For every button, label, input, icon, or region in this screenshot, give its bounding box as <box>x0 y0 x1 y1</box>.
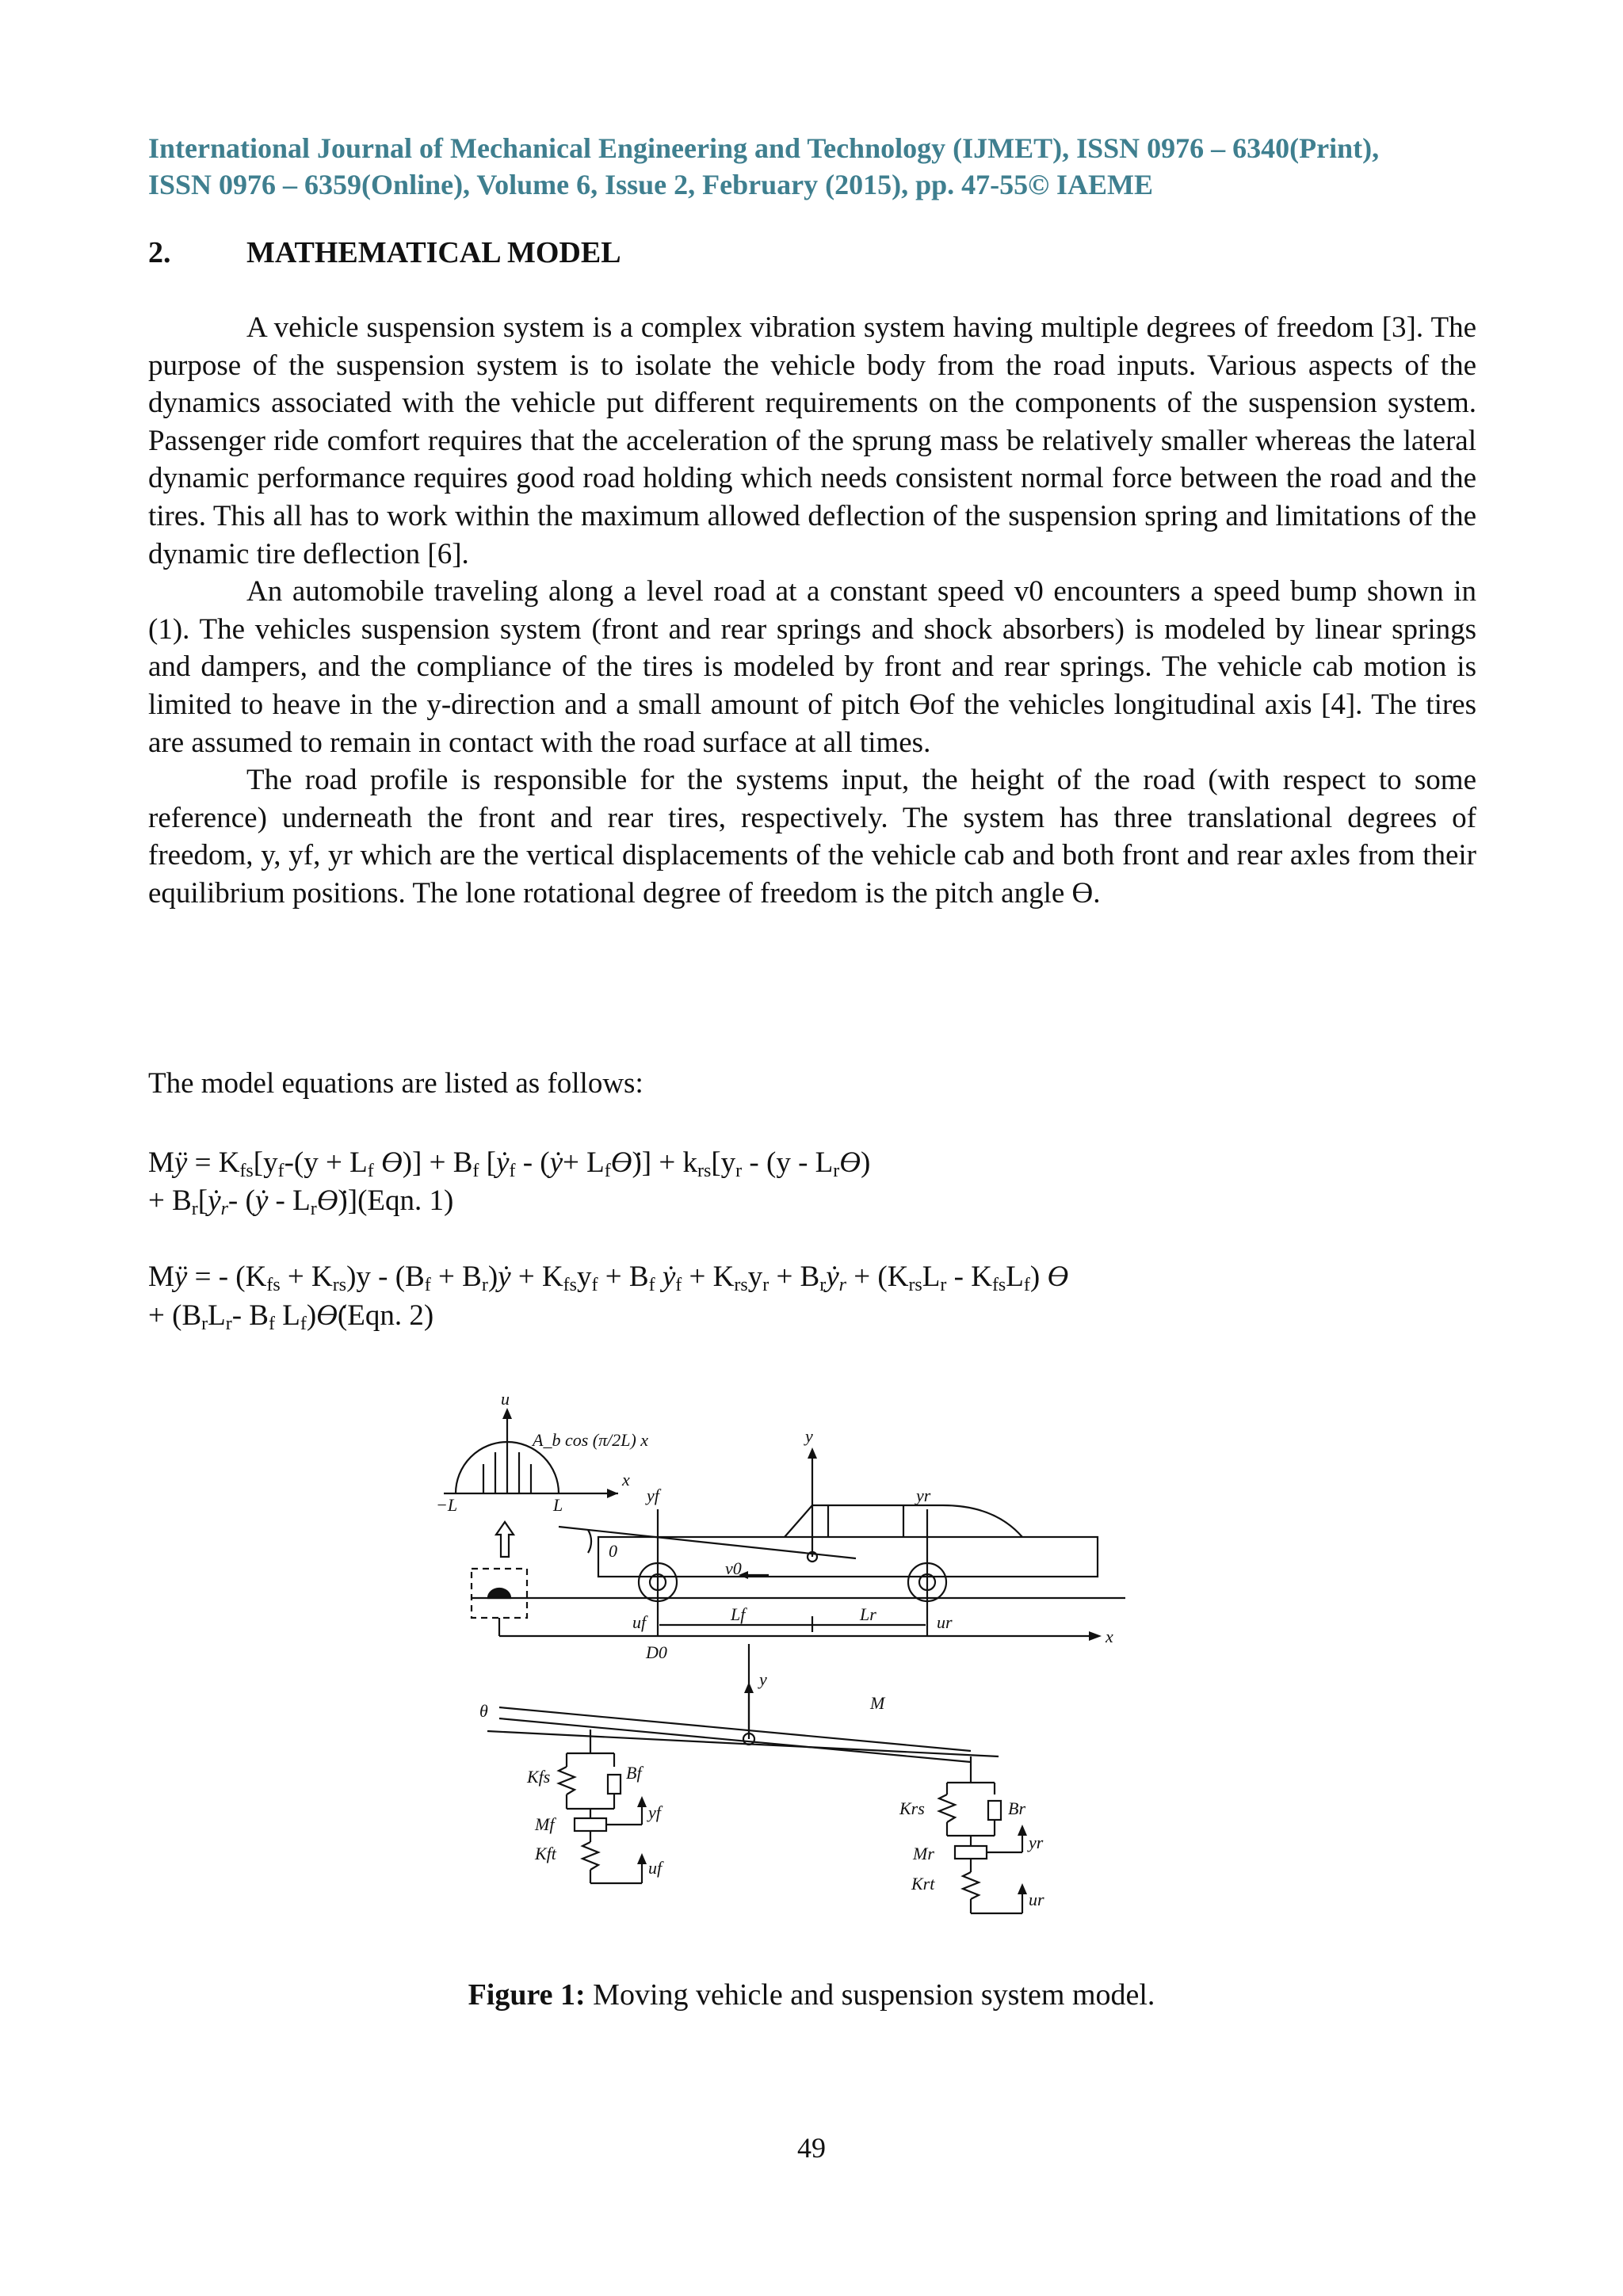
label-zero: 0 <box>609 1541 617 1561</box>
label-kft: Kft <box>535 1844 556 1863</box>
front-damper-bf <box>608 1775 621 1794</box>
label-l: L <box>553 1495 563 1515</box>
label-krs: Krs <box>899 1798 925 1818</box>
label-y-top: y <box>805 1426 813 1446</box>
label-bf: Bf <box>626 1763 642 1783</box>
equation-1-label: (Eqn. 1) <box>357 1184 454 1217</box>
section-number: 2. <box>148 236 171 269</box>
label-theta: θ <box>479 1701 488 1721</box>
vehicle-suspension-figure <box>412 1390 1165 1961</box>
label-uf-top: uf <box>632 1612 647 1632</box>
page-number: 49 <box>797 2132 826 2164</box>
equation-1-line-1: Mÿ = $K_{fs}[y_f-(y + L_f$ Ɵ)] + $B_f$ [ẏ$_f$ - (ẏ+ $L_fƟ̇)] + k_{rs}[y_r - (y$ - $L_rƟ$) <box>148 1146 871 1181</box>
label-kfs: Kfs <box>527 1767 551 1787</box>
label-yf-top: yf <box>647 1486 659 1505</box>
label-d0: D0 <box>646 1642 667 1662</box>
label-ur-top: ur <box>937 1612 953 1632</box>
rear-tire-spring-krt <box>963 1872 979 1899</box>
label-uf-bottom: uf <box>648 1858 663 1878</box>
label-x-road: x <box>1106 1627 1113 1646</box>
label-br: Br <box>1008 1798 1025 1818</box>
front-mass-mf <box>575 1818 606 1831</box>
body-beam-top <box>499 1707 971 1751</box>
label-y-beam: y <box>759 1669 767 1689</box>
label-neg-l: −L <box>436 1495 458 1515</box>
front-tire-spring-kft <box>582 1842 598 1870</box>
header-line-2: ISSN 0976 – 6359(Online), Volume 6, Issue 2, February (2015), pp. 47-55© IAEME <box>148 169 1153 200</box>
section-heading <box>148 235 621 270</box>
section-title: MATHEMATICAL MODEL <box>246 236 621 269</box>
label-ur-bottom: ur <box>1029 1890 1044 1909</box>
label-yf-bottom: yf <box>648 1802 661 1822</box>
body-beam-bottom <box>499 1718 971 1762</box>
rear-damper-br <box>988 1801 1001 1820</box>
label-yr-top: yr <box>916 1486 931 1505</box>
equation-1-line-2: + $B_r[ẏ_r-$ (ẏ - $L_rƟ̇)](Eqn$. 1) <box>148 1184 454 1219</box>
label-mf: Mf <box>535 1814 555 1834</box>
journal-header <box>148 130 1476 203</box>
figure-caption <box>0 1978 1623 2012</box>
label-u: u <box>501 1390 510 1409</box>
rear-spring-krs <box>939 1794 955 1822</box>
caption-label: Figure 1: <box>468 1978 586 2012</box>
body-text <box>148 309 1476 913</box>
hollow-up-arrow <box>496 1522 514 1557</box>
header-line-1: International Journal of Mechanical Engineering and Technology (IJMET), ISSN 0976 – 6340(Print), <box>148 132 1380 164</box>
equation-2-label: (Eqn. 2) <box>337 1299 434 1332</box>
label-x-top: x <box>622 1470 630 1489</box>
paragraph-3: The road profile is responsible for the systems input, the height of the road (with respect to some reference) underneath the front and rear tires, respectively. The system has three translational degrees of freedom, y, yf, yr which are the vertical displacements of the vehicle cab and both front and rear axles from their equilibrium positions. The lone rotational degree of freedom is the pitch angle Ɵ. <box>148 764 1476 910</box>
front-spring-kfs <box>559 1767 575 1794</box>
caption-text: Moving vehicle and suspension system model. <box>585 1978 1155 2012</box>
label-cos-expr: A_b cos (π/2L) x <box>533 1430 649 1450</box>
label-lf: Lf <box>731 1604 746 1624</box>
label-yr-bottom: yr <box>1029 1833 1044 1852</box>
equation-2-line-1: Mÿ = - $(K_{fs} + K_{rs})y - (B_f$ + $B_r)ẏ + K_{fs}y_f + B_f$ ẏ$_f$ + $K_{rs}y_r$ + $B_rẏ_r + (K_{rs}L_r - K_{fs}L_f)$ Ɵ <box>148 1261 1069 1295</box>
paragraph-1: A vehicle suspension system is a complex vibration system having multiple degrees of freedom [3]. The purpose of the suspension system is to isolate the vehicle body from the road inputs. Various aspects of the dynamics associated with the vehicle put different requirements on the components of the suspension system. Passenger ride comfort requires that the acceleration of the sprung mass be relatively smaller whereas the lateral dynamic performance requires good road holding which needs consistent normal force between the road and the tires. This all has to work within the maximum allowed deflection of the suspension spring and limitations of the dynamic tire deflection [6]. <box>148 311 1476 570</box>
paragraph-2: An automobile traveling along a level road at a constant speed v0 encounters a speed bump shown in (1). The vehicles suspension system (front and rear springs and shock absorbers) is modeled by linear springs and dampers, and the compliance of the tires is modeled by front and rear springs. The vehicle cab motion is limited to heave in the y-direction and a small amount of pitch Ɵof the vehicles longitudinal axis [4]. The tires are assumed to remain in contact with the road surface at all times. <box>148 575 1476 759</box>
label-krt: Krt <box>911 1874 935 1894</box>
label-mr: Mr <box>913 1844 934 1863</box>
rear-mass-mr <box>955 1846 987 1859</box>
equation-2-line-2: + ($B_rL_r-$ $B_f$ $L_f)Ɵ̇(Eqn$. 2) <box>148 1299 434 1334</box>
equations-intro: The model equations are listed as follows: <box>148 1067 643 1100</box>
label-v0: v0 <box>725 1558 742 1578</box>
label-m: M <box>870 1693 885 1713</box>
label-lr: Lr <box>860 1604 876 1624</box>
